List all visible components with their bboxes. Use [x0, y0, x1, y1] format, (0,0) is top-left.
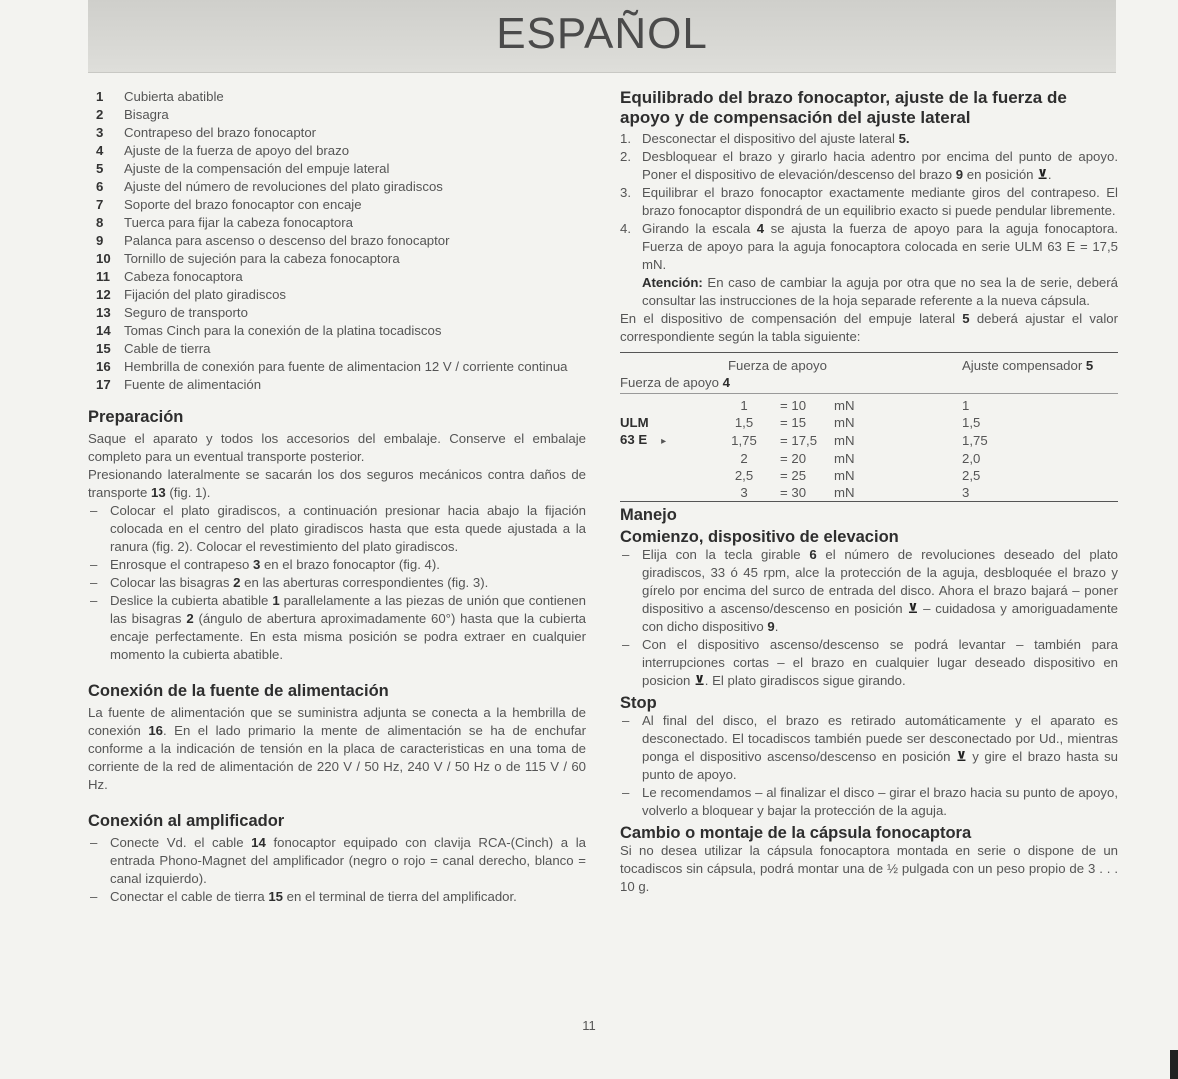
list-item: 9 Palanca para ascenso o descenso del brazo fonocaptor	[96, 233, 450, 248]
heading-equilibrado: Equilibrado del brazo fonocaptor, ajuste de la fuerza de apoyo y de compensación del ajuste lateral	[620, 88, 1067, 127]
preparacion-steps	[88, 502, 586, 664]
list-item: 3. Equilibrar el brazo fonocaptor exactamente mediante giros del contrapeso. El brazo fonocaptor dispondrá de un equilibrio exacto si puede pendular libremente.	[620, 185, 1118, 218]
list-item: – Conecte Vd. el cable 14 fonocaptor equipado con clavija RCA-(Cinch) a la entrada Phono-Magnet del amplificador (negro o rojo = canal derecho, blanco = canal izquierdo).	[90, 835, 586, 886]
left-column	[88, 88, 586, 906]
list-item: 5 Ajuste de la compensación del empuje lateral	[96, 161, 390, 176]
compensation-table	[620, 352, 1118, 502]
heading-stop: Stop	[620, 694, 657, 712]
table-row: 63 E ▸ 1,75 = 17,5 mN 1,75	[620, 432, 988, 448]
table-row: ULM 1,5 = 15 mN 1,5	[620, 415, 981, 430]
right-column	[620, 88, 1118, 896]
list-item: 2. Desbloquear el brazo y girarlo hacia adentro por encima del punto de apoyo. Poner el dispositivo de elevación/descenso del brazo 9 en posición ⊻.	[620, 149, 1118, 182]
table-header-row	[620, 353, 1118, 375]
heading-manejo: Manejo	[620, 506, 677, 524]
table-subheader-row: Fuerza de apoyo 4	[620, 374, 1118, 394]
list-item: 15 Cable de tierra	[96, 341, 211, 356]
equilibrado-paragraph: En el dispositivo de compensación del empuje lateral 5 deberá ajustar el valor correspondiente según la tabla siguiente:	[620, 311, 1118, 344]
list-item: – Colocar las bisagras 2 en las aberturas correspondientes (fig. 3).	[90, 575, 489, 590]
list-item: – Deslice la cubierta abatible 1 parallelamente a las piezas de unión que contienen las bisagras 2 (ángulo de abertura aproximadamente 60°) hasta que la cubierta encaje perfectamente. En esta misma posición se podra extraer en cualquier momento la cubierta abatible.	[90, 593, 586, 662]
list-item: 10 Tornillo de sujeción para la cabeza fonocaptora	[96, 251, 400, 266]
manejo-steps	[620, 546, 1118, 690]
heading-comienzo: Comienzo, dispositivo de elevacion	[620, 528, 899, 546]
table-header-ajuste: Ajuste compensador 5	[962, 358, 1094, 373]
list-item: 17 Fuente de alimentación	[96, 377, 262, 392]
stop-steps	[620, 712, 1118, 820]
list-item: 12 Fijación del plato giradiscos	[96, 287, 286, 302]
list-item: – Con el dispositivo ascenso/descenso se podrá levantar – también para interrupciones cortas – el brazo en cualquier lugar deseado dispositivo en posicion ⊻. El plato giradiscos sigue girando.	[622, 637, 1118, 688]
list-item: 2 Bisagra	[96, 107, 169, 122]
list-item: – Elija con la tecla girable 6 el número de revoluciones deseado del plato giradiscos, 33 ó 45 rpm, alce la protección de la aguja, desbloquée el brazo y gírelo por encima del surco de entrada del disco. Ahora el brazo bajará – poner dispositivo a ascenso/descenso en posición ⊻ – cuidadosa y amoriguadamente con dicho dispositivo 9.	[622, 547, 1119, 634]
page-number: 11	[582, 1018, 596, 1033]
list-item: 11 Cabeza fonocaptora	[96, 269, 243, 284]
heading-fuente: Conexión de la fuente de alimentación	[88, 682, 389, 700]
heading-preparacion: Preparación	[88, 408, 184, 426]
list-item: – Colocar el plato giradiscos, a continuación presionar hacia abajo la fijación colocada en el centro del plato giradiscos hasta que esta quede ajustada a la ranura (fig. 2). Colocar el revestimiento del plato giradiscos.	[90, 503, 586, 554]
lift-up-icon: ⊻	[694, 673, 705, 688]
lift-down-icon: ⊻	[907, 601, 919, 616]
list-item: 8 Tuerca para fijar la cabeza fonocaptora	[96, 215, 353, 230]
list-item: – Al final del disco, el brazo es retirado automáticamente y el aparato es desconectado. El tocadiscos también puede ser desconectado por Ud., mientras ponga el dispositivo ascenso/descenso en posición ⊻ y gire el brazo hasta su punto de apoyo.	[622, 713, 1118, 782]
page-edge-mark	[1170, 1050, 1178, 1079]
lift-down-icon: ⊻	[1037, 167, 1048, 182]
list-item: 7 Soporte del brazo fonocaptor con encaje	[96, 197, 362, 212]
list-item: – Enrosque el contrapeso 3 en el brazo fonocaptor (fig. 4).	[90, 557, 440, 572]
list-item: 4. Girando la escala 4 se ajusta la fuerza de apoyo para la aguja fonocaptora. Fuerza de apoyo para la aguja fonocaptora colocada en serie ULM 63 E = 17,5 mN. Atención: En caso de cambiar la aguja por otra que no sea la de serie, deberá consultar las instrucciones de la hoja separade referente a la nueva cápsula.	[620, 221, 1118, 308]
list-item: 1 Cubierta abatible	[96, 89, 224, 104]
amplificador-steps	[88, 834, 586, 906]
list-item: 3 Contrapeso del brazo fonocaptor	[96, 125, 317, 140]
list-item: 6 Ajuste del número de revoluciones del plato giradiscos	[96, 179, 443, 194]
lift-down-icon: ⊻	[956, 749, 967, 764]
list-item: 14 Tomas Cinch para la conexión de la platina tocadiscos	[96, 323, 442, 338]
list-item: 13 Seguro de transporto	[96, 305, 248, 320]
page-title: ESPAÑOL	[496, 9, 708, 58]
list-item: 1. Desconectar el dispositivo del ajuste lateral 5.	[620, 131, 910, 146]
equilibrado-steps	[620, 130, 1118, 310]
heading-amplificador: Conexión al amplificador	[88, 812, 285, 830]
table-header-fuerza: Fuerza de apoyo	[728, 358, 827, 373]
list-item: 16 Hembrilla de conexión para fuente de alimentacion 12 V / corriente continua	[96, 359, 568, 374]
list-item: – Conectar el cable de tierra 15 en el terminal de tierra del amplificador.	[90, 889, 517, 904]
table-row: 1 = 10 mN 1	[740, 398, 970, 413]
list-item: 4 Ajuste de la fuerza de apoyo del brazo	[96, 143, 350, 158]
cambio-paragraph: Si no desea utilizar la cápsula fonocaptora montada en serie o dispone de un tocadiscos sin cápsula, podrá montar una de ½ pulgada con un peso propio de 3 . . . 10 g.	[620, 843, 1118, 894]
table-row: 3 = 30 mN 3	[740, 485, 970, 500]
preparacion-paragraph-2: Presionando lateralmente se sacarán los dos seguros mecánicos contra daños de transporte 13 (fig. 1).	[88, 467, 586, 500]
table-row: 2 = 20 mN 2,0	[740, 451, 981, 466]
heading-cambio: Cambio o montaje de la cápsula fonocaptora	[620, 824, 972, 842]
list-item: – Le recomendamos – al finalizar el disco – girar el brazo hacia su punto de apoyo, volverlo a bloquear y bajar la protección de la aguja.	[622, 785, 1118, 818]
parts-list	[88, 88, 586, 394]
page-header	[88, 0, 1116, 73]
fuente-paragraph: La fuente de alimentación que se suministra adjunta se conecta a la hembrilla de conexión 16. En el lado primario la mente de alimentación se ha de enchufar conforme a la indicación de tensión en la placa de caracteristicas en una toma de corriente de la red de alimentación de 220 V / 50 Hz, 240 V / 50 Hz o de 115 V / 60 Hz.	[88, 705, 587, 792]
preparacion-paragraph-1: Saque el aparato y todos los accesorios del embalaje. Conserve el embalaje completo para un eventual transporte posterior.	[88, 431, 586, 464]
table-row: 2,5 = 25 mN 2,5	[734, 468, 981, 483]
